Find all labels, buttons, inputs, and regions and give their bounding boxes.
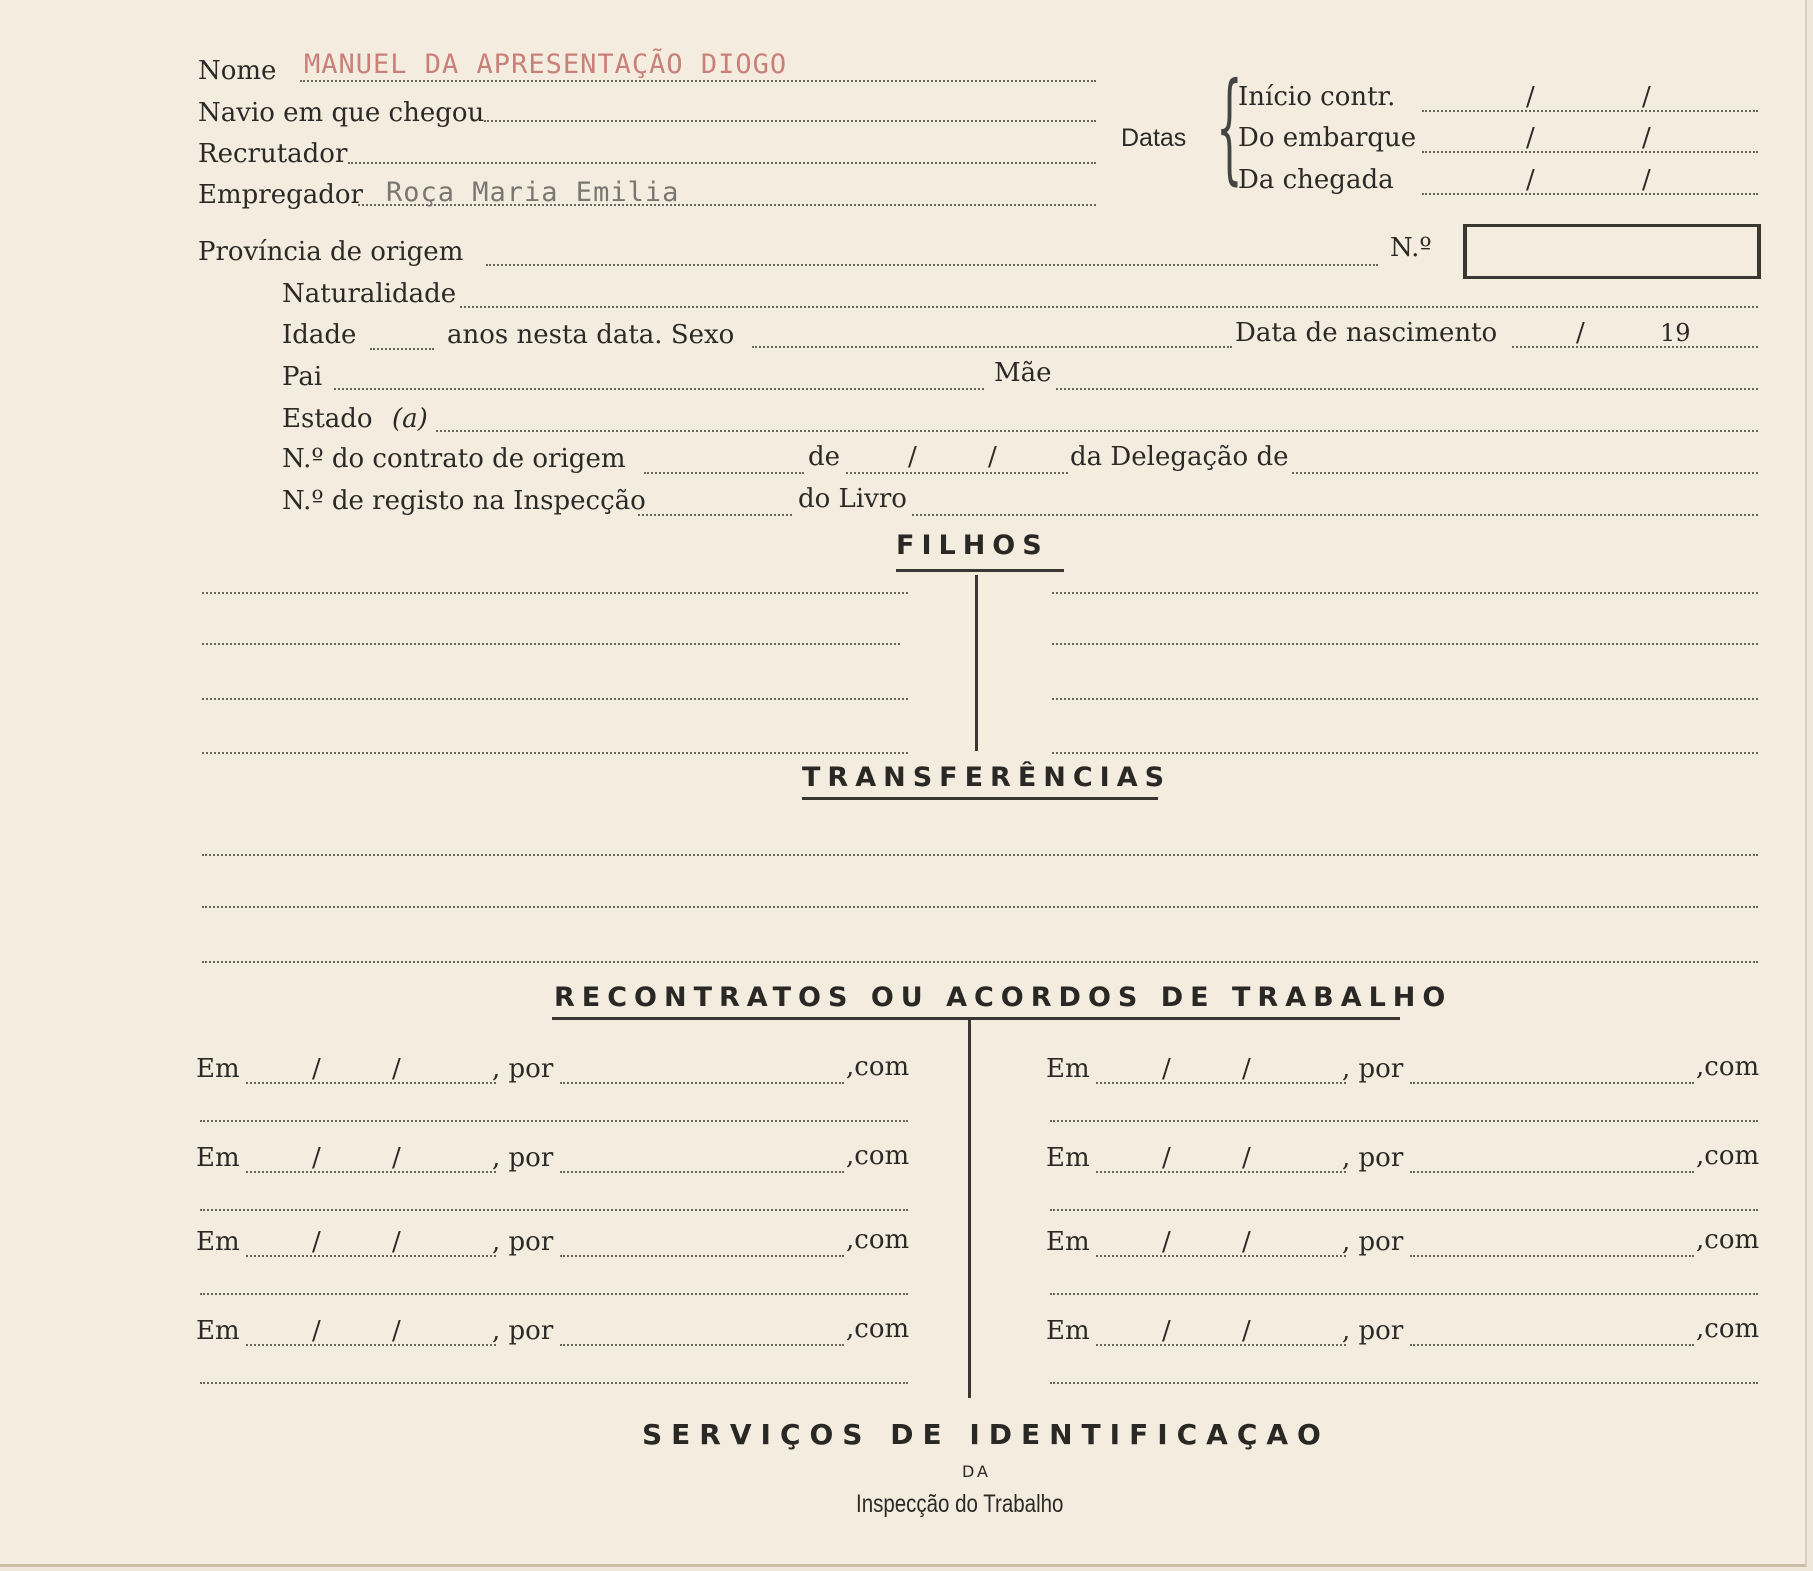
chegada-line (1422, 193, 1758, 195)
registo-line (638, 514, 792, 516)
filhos-left-line-2 (202, 643, 900, 645)
recontrato-por-line-left-4 (560, 1344, 844, 1346)
recontrato-por-left-4: , por (492, 1316, 554, 1346)
recontrato-extra-line-left-1 (200, 1120, 908, 1122)
recontrato-slash-a-right-3: / (1162, 1227, 1171, 1257)
provincia-line (486, 264, 1378, 266)
recontrato-slash-b-left-3: / (392, 1227, 401, 1257)
naturalidade-label: Naturalidade (282, 279, 457, 309)
pai-label: Pai (282, 362, 323, 392)
recontrato-em-right-1: Em (1046, 1054, 1090, 1084)
recontrato-por-left-3: , por (492, 1227, 554, 1257)
footer-da: DA (962, 1462, 991, 1481)
nascimento-line (1512, 346, 1758, 348)
contrato-label: N.º do contrato de origem (282, 444, 626, 474)
recontrato-extra-line-right-4 (1050, 1382, 1758, 1384)
mae-line (1056, 388, 1758, 390)
datas-label: Datas (1121, 124, 1187, 152)
recontrato-por-line-left-2 (560, 1171, 844, 1173)
footer-subtitle: Inspecção do Trabalho (856, 1490, 1064, 1518)
navio-line (484, 120, 1096, 122)
embarque-slash-1: / (1526, 123, 1535, 153)
empregador-label: Empregador (198, 180, 363, 210)
recontrato-slash-b-right-4: / (1242, 1316, 1251, 1346)
recontrato-por-line-left-1 (560, 1082, 844, 1084)
recontrato-date-line-left-4 (246, 1344, 496, 1346)
recontrato-slash-b-right-2: / (1242, 1143, 1251, 1173)
nascimento-year: 19 (1660, 319, 1691, 347)
recontrato-com-right-1: ,com (1696, 1052, 1760, 1082)
filhos-right-line-3 (1052, 698, 1758, 700)
recontrato-com-right-3: ,com (1696, 1225, 1760, 1255)
recontrato-slash-b-right-1: / (1242, 1054, 1251, 1084)
sexo-line (752, 346, 1232, 348)
recontrato-extra-line-right-1 (1050, 1120, 1758, 1122)
recontrato-date-line-right-3 (1096, 1255, 1346, 1257)
embarque-label: Do embarque (1238, 123, 1417, 153)
filhos-heading: FILHOS (896, 530, 1049, 561)
filhos-divider (975, 575, 978, 751)
chegada-slash-1: / (1526, 165, 1535, 195)
navio-label: Navio em que chegou (198, 98, 485, 128)
recontrato-extra-line-left-3 (200, 1293, 908, 1295)
filhos-left-line-3 (202, 698, 908, 700)
recontrato-por-line-right-1 (1410, 1082, 1694, 1084)
recontrato-slash-a-left-1: / (312, 1054, 321, 1084)
recontrato-extra-line-left-2 (200, 1209, 908, 1211)
recontrato-em-left-1: Em (196, 1054, 240, 1084)
recontrato-em-left-2: Em (196, 1143, 240, 1173)
recontrato-por-right-1: , por (1342, 1054, 1404, 1084)
recontrato-com-right-4: ,com (1696, 1314, 1760, 1344)
filhos-right-line-1 (1052, 592, 1758, 594)
recontrato-slash-b-left-2: / (392, 1143, 401, 1173)
recontrato-date-line-right-1 (1096, 1082, 1346, 1084)
recontrato-por-line-right-2 (1410, 1171, 1694, 1173)
recrutador-label: Recrutador (198, 139, 348, 169)
estado-note: (a) (392, 404, 428, 434)
empregador-value: Roça Maria Emilia (386, 177, 680, 208)
contrato-slash-2: / (988, 442, 997, 472)
contrato-slash-1: / (908, 442, 917, 472)
numero-label: N.º (1390, 233, 1432, 263)
contrato-line (644, 472, 804, 474)
inicio-label: Início contr. (1238, 82, 1396, 112)
transferencias-underline (802, 797, 1158, 800)
numero-box[interactable] (1463, 224, 1761, 279)
recontrato-por-left-2: , por (492, 1143, 554, 1173)
recontrato-por-left-1: , por (492, 1054, 554, 1084)
contrato-date-line (846, 472, 1068, 474)
filhos-right-line-4 (1052, 752, 1758, 754)
filhos-left-line-1 (202, 592, 908, 594)
recontrato-em-right-4: Em (1046, 1316, 1090, 1346)
idade-label: Idade (282, 320, 357, 350)
recontrato-extra-line-right-2 (1050, 1209, 1758, 1211)
livro-line (912, 514, 1758, 516)
recontratos-divider (968, 1020, 971, 1398)
recontrato-em-left-3: Em (196, 1227, 240, 1257)
recontrato-date-line-left-2 (246, 1171, 496, 1173)
recontrato-slash-a-right-4: / (1162, 1316, 1171, 1346)
recrutador-line (348, 162, 1096, 164)
embarque-line (1422, 151, 1758, 153)
chegada-label: Da chegada (1238, 165, 1394, 195)
datas-brace: { (1216, 58, 1243, 197)
recontratos-heading: RECONTRATOS OU ACORDOS DE TRABALHO (554, 982, 1453, 1013)
estado-line (436, 430, 1758, 432)
recontrato-por-line-right-4 (1410, 1344, 1694, 1346)
nascimento-slash: / (1576, 318, 1585, 348)
recontrato-date-line-left-3 (246, 1255, 496, 1257)
mae-label: Mãe (994, 358, 1052, 388)
recontrato-slash-b-left-1: / (392, 1054, 401, 1084)
embarque-slash-2: / (1642, 123, 1651, 153)
recontrato-em-right-2: Em (1046, 1143, 1090, 1173)
recontrato-slash-b-left-4: / (392, 1316, 401, 1346)
chegada-slash-2: / (1642, 165, 1651, 195)
recontrato-date-line-left-1 (246, 1082, 496, 1084)
recontrato-por-right-4: , por (1342, 1316, 1404, 1346)
footer-title: SERVIÇOS DE IDENTIFICAÇAO (642, 1418, 1330, 1451)
filhos-left-line-4 (202, 752, 908, 754)
transferencias-line-3 (202, 961, 1758, 963)
recontrato-date-line-right-4 (1096, 1344, 1346, 1346)
recontrato-com-right-2: ,com (1696, 1141, 1760, 1171)
nome-line (300, 80, 1096, 82)
recontrato-por-right-3: , por (1342, 1227, 1404, 1257)
recontrato-extra-line-right-3 (1050, 1293, 1758, 1295)
nascimento-label: Data de nascimento (1235, 318, 1498, 348)
recontrato-com-left-2: ,com (846, 1141, 910, 1171)
recontrato-slash-a-left-3: / (312, 1227, 321, 1257)
recontrato-em-left-4: Em (196, 1316, 240, 1346)
recontrato-por-line-left-3 (560, 1255, 844, 1257)
provincia-label: Província de origem (198, 237, 464, 267)
recontrato-slash-a-left-2: / (312, 1143, 321, 1173)
livro-label: do Livro (798, 484, 907, 514)
filhos-underline (896, 569, 1064, 572)
recontrato-por-line-right-3 (1410, 1255, 1694, 1257)
estado-label: Estado (282, 404, 373, 434)
inicio-slash-1: / (1526, 82, 1535, 112)
recontrato-slash-a-right-1: / (1162, 1054, 1171, 1084)
recontrato-slash-a-left-4: / (312, 1316, 321, 1346)
nome-value: MANUEL DA APRESENTAÇÃO DIOGO (304, 49, 788, 80)
recontrato-date-line-right-2 (1096, 1171, 1346, 1173)
transferencias-heading: TRANSFERÊNCIAS (802, 762, 1172, 793)
recontratos-underline (552, 1017, 1400, 1020)
inicio-slash-2: / (1642, 82, 1651, 112)
delegacao-line (1292, 472, 1758, 474)
anos-sexo-label: anos nesta data. Sexo (447, 320, 735, 350)
recontrato-slash-a-right-2: / (1162, 1143, 1171, 1173)
recontrato-extra-line-left-4 (200, 1382, 908, 1384)
transferencias-line-2 (202, 906, 1758, 908)
registo-label: N.º de registo na Inspecção (282, 486, 646, 516)
recontrato-por-right-2: , por (1342, 1143, 1404, 1173)
idade-line (370, 348, 434, 350)
inicio-line (1422, 110, 1758, 112)
recontrato-com-left-1: ,com (846, 1052, 910, 1082)
recontrato-com-left-3: ,com (846, 1225, 910, 1255)
contrato-de-label: de (808, 442, 841, 472)
recontrato-slash-b-right-3: / (1242, 1227, 1251, 1257)
nome-label: Nome (198, 56, 277, 86)
recontrato-em-right-3: Em (1046, 1227, 1090, 1257)
delegacao-label: da Delegação de (1070, 442, 1289, 472)
pai-line (334, 388, 984, 390)
filhos-right-line-2 (1052, 643, 1758, 645)
recontrato-com-left-4: ,com (846, 1314, 910, 1344)
naturalidade-line (460, 306, 1758, 308)
transferencias-line-1 (202, 854, 1758, 856)
